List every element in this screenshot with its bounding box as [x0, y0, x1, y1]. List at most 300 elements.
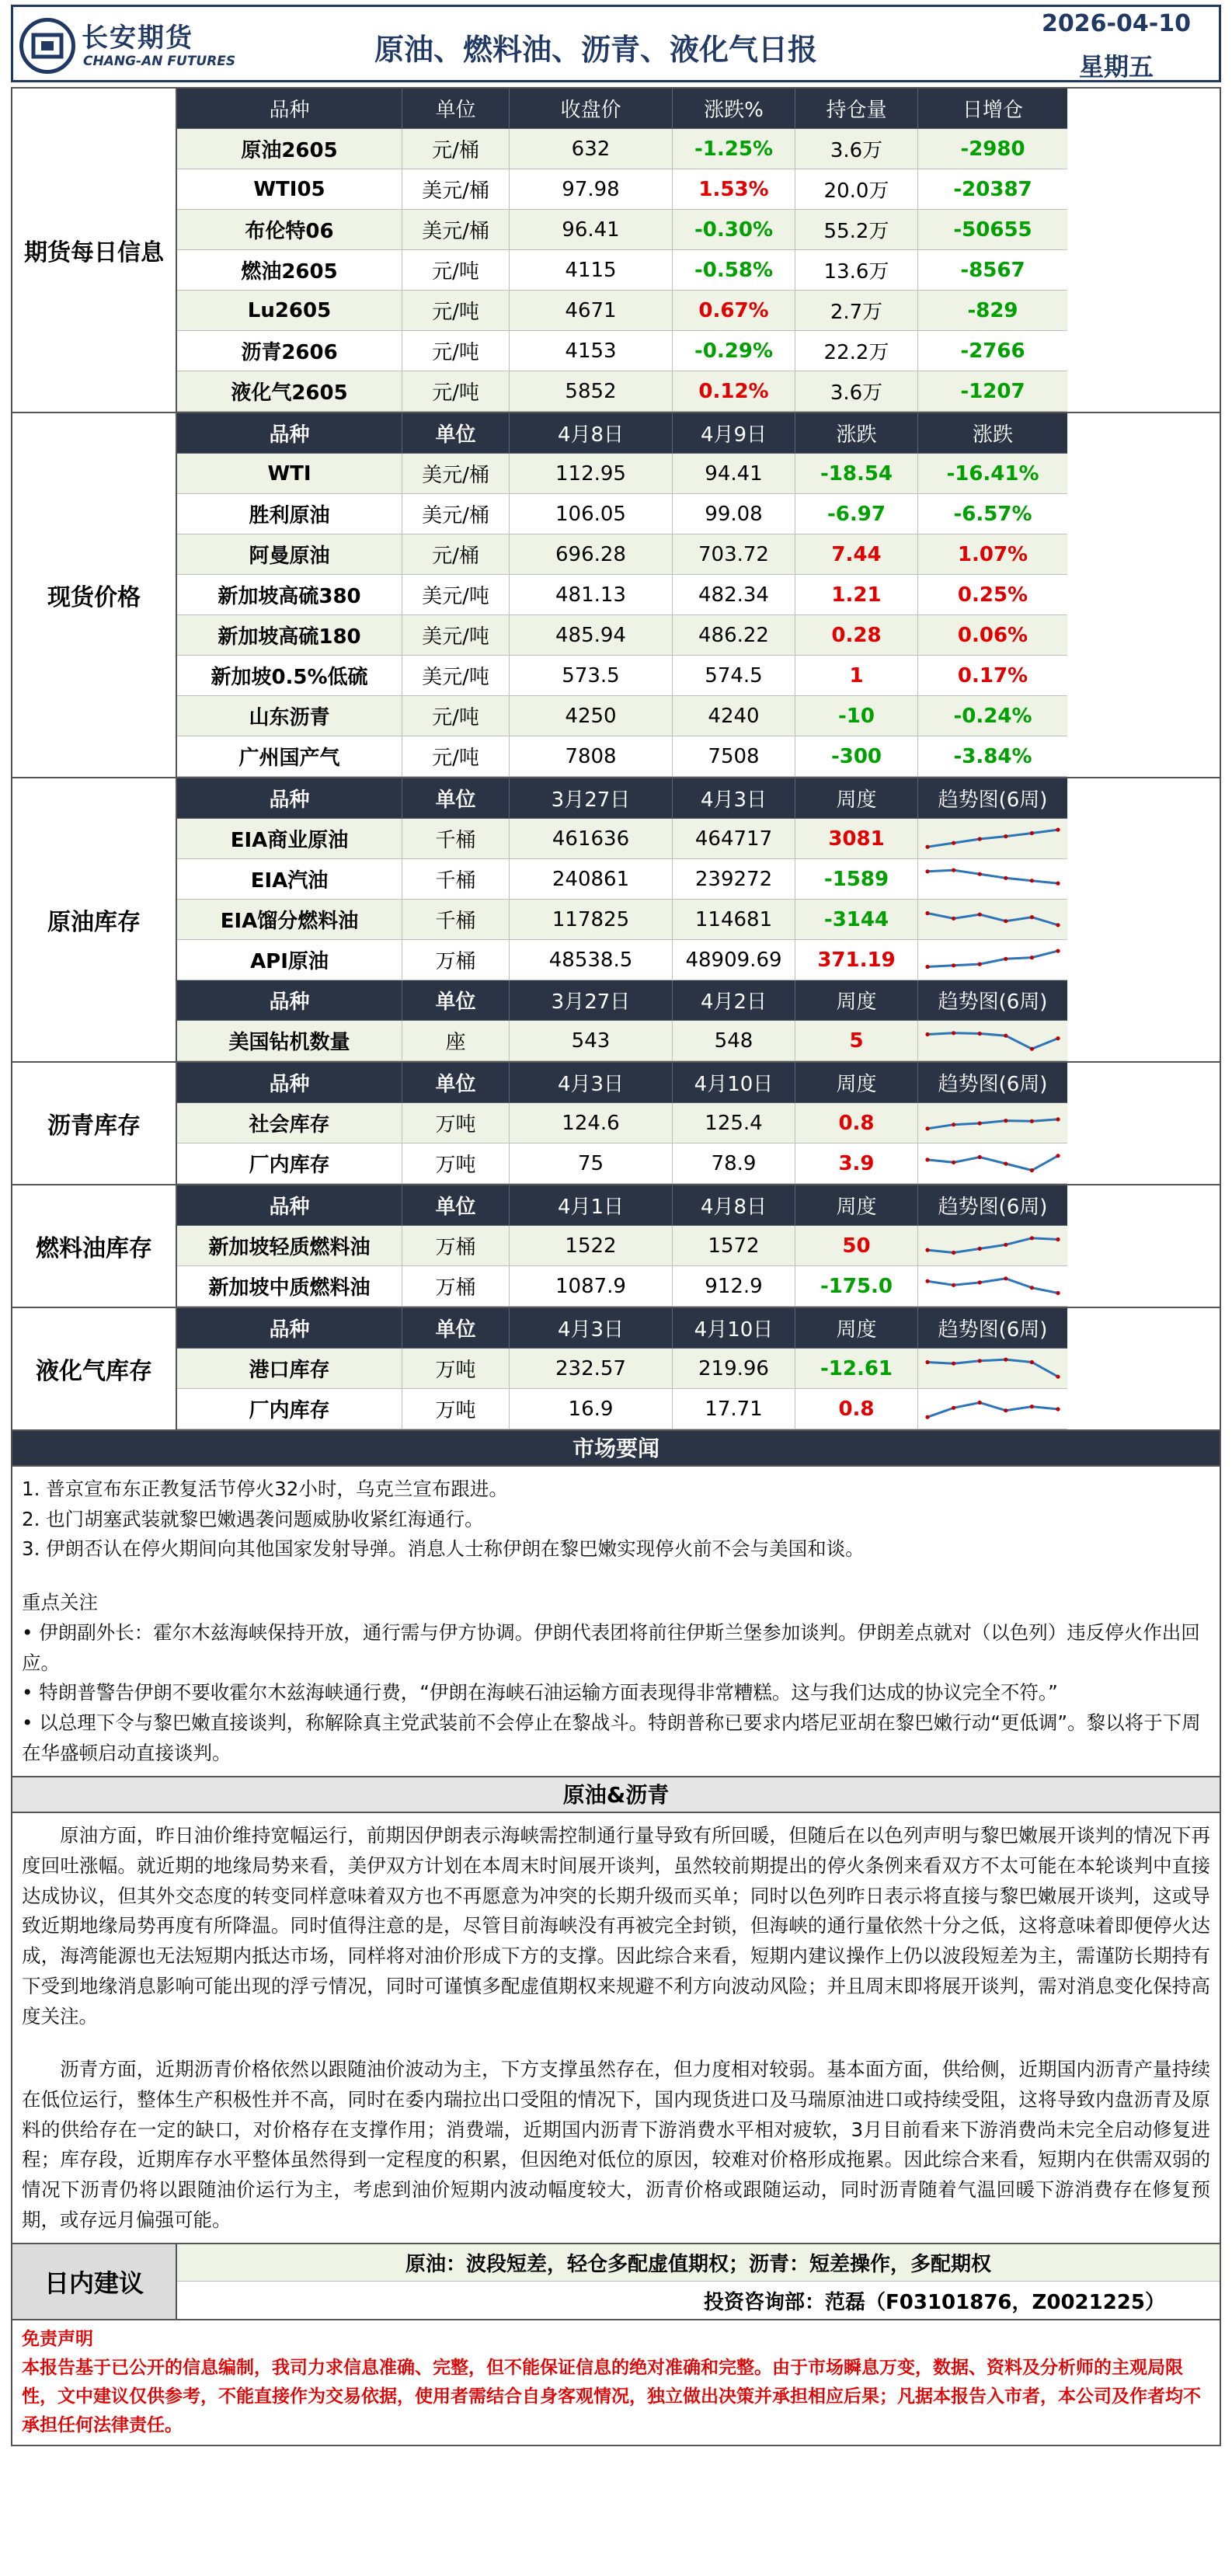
focus-item: • 以总理下令与黎巴嫩直接谈判，称解除真主党武装前不会停止在黎战斗。特朗普称已要求内塔尼亚胡在黎巴嫩行动“更低调”。黎以将于下周在华盛顿启动直接谈判。 [22, 1711, 1201, 1764]
trend-point [1030, 956, 1034, 959]
col-header: 趋势图(6周) [918, 1063, 1067, 1103]
logo-chinese-text: 长安期货 [82, 23, 193, 54]
trend-point [978, 1121, 982, 1125]
trend-chart [918, 1266, 1067, 1307]
report-title: 原油、燃料油、沥青、液化气日报 [374, 33, 817, 67]
price-curr: 574.5 [673, 656, 795, 696]
trend-point [952, 1160, 955, 1164]
table-row [177, 210, 1220, 250]
price-curr: 486.22 [673, 615, 795, 656]
change: -6.97 [795, 494, 918, 534]
advisor-info: 投资咨询部：范磊（F03101876，Z0021225） [704, 2290, 1165, 2314]
trend-point [925, 869, 929, 873]
trend-line [927, 1238, 1058, 1252]
col-header: 单位 [402, 1063, 510, 1103]
trend-sparkline [923, 942, 1063, 978]
unit: 元/吨 [402, 250, 510, 291]
table-row [177, 1103, 1220, 1144]
trend-point [925, 1415, 929, 1419]
change-percent: 0.25% [918, 575, 1067, 615]
close-price: 632 [510, 129, 673, 169]
news-item: 2. 也门胡塞武装就黎巴嫩遇袭问题威胁收紧红海通行。 [22, 1507, 484, 1530]
trend-point [1030, 1359, 1034, 1363]
unit: 万桶 [402, 1226, 510, 1266]
trend-sparkline [923, 821, 1063, 857]
unit: 万吨 [402, 1349, 510, 1389]
value-prev: 232.57 [510, 1349, 673, 1389]
weekly-change: 0.8 [795, 1389, 918, 1429]
col-header: 趋势图(6周) [918, 1185, 1067, 1226]
value-curr: 219.96 [673, 1349, 795, 1389]
crude-inventory-label: 原油库存 [12, 778, 177, 1061]
col-header: 趋势图(6周) [918, 980, 1067, 1021]
advice-label: 日内建议 [12, 2244, 177, 2319]
trend-chart [918, 1349, 1067, 1389]
table-row [177, 575, 1220, 615]
trend-point [952, 1361, 955, 1365]
spot-name: 阿曼原油 [177, 534, 402, 575]
change-percent: 1.53% [673, 169, 795, 210]
trend-line [927, 1155, 1058, 1170]
change-percent: -0.24% [918, 696, 1067, 736]
value-curr: 114681 [673, 900, 795, 940]
trend-point [925, 1032, 929, 1036]
table-row [177, 736, 1220, 777]
weekly-change: -175.0 [795, 1266, 918, 1307]
news-item: 3. 伊朗否认在停火期间向其他国家发射导弹。消息人士称伊朗在黎巴嫩实现停火前不会与美国和谈。 [22, 1537, 865, 1561]
crude-inventory-section [11, 778, 1221, 1063]
trend-point [952, 1250, 955, 1254]
trend-point [952, 916, 955, 920]
unit: 万吨 [402, 1144, 510, 1184]
trend-sparkline [923, 1228, 1063, 1264]
inventory-name: 新加坡中质燃料油 [177, 1266, 402, 1307]
trend-point [952, 1283, 955, 1286]
col-header: 单位 [402, 89, 510, 129]
trend-chart [918, 1389, 1067, 1429]
col-header: 品种 [177, 980, 402, 1021]
fuel-inventory-table [177, 1185, 1220, 1307]
trend-line [927, 951, 1058, 966]
unit: 元/桶 [402, 534, 510, 575]
price-prev: 485.94 [510, 615, 673, 656]
unit: 千桶 [402, 859, 510, 900]
col-header: 品种 [177, 413, 402, 454]
col-header: 3月27日 [510, 980, 673, 1021]
table-row [177, 656, 1220, 696]
inventory-name: 社会库存 [177, 1103, 402, 1144]
trend-sparkline [923, 1269, 1063, 1304]
table-row [177, 819, 1220, 859]
spot-name: WTI [177, 454, 402, 494]
col-header: 周度 [795, 980, 918, 1021]
table-row [177, 371, 1220, 412]
value-prev: 1522 [510, 1226, 673, 1266]
close-price: 4671 [510, 291, 673, 331]
trend-point [1056, 1407, 1060, 1411]
daily-oi-change: -50655 [918, 210, 1067, 250]
price-prev: 7808 [510, 736, 673, 777]
col-header: 收盘价 [510, 89, 673, 129]
inventory-name: EIA商业原油 [177, 819, 402, 859]
col-header: 3月27日 [510, 778, 673, 819]
open-interest: 55.2万 [795, 210, 918, 250]
change-percent: 0.67% [673, 291, 795, 331]
fuel-header-row [177, 1185, 1220, 1226]
analysis-box [11, 1813, 1221, 2244]
news-item: 1. 普京宣布东正教复活节停火32小时，乌克兰宣布跟进。 [22, 1478, 508, 1500]
trend-point [952, 963, 955, 967]
col-header: 4月10日 [673, 1063, 795, 1103]
trend-point [1004, 875, 1008, 879]
trend-line [927, 1278, 1058, 1293]
trend-line [927, 1119, 1058, 1128]
focus-title: 重点关注 [22, 1591, 98, 1614]
lpg-header-row [177, 1308, 1220, 1349]
col-header: 4月1日 [510, 1185, 673, 1226]
trend-chart [918, 1103, 1067, 1144]
price-curr: 482.34 [673, 575, 795, 615]
open-interest: 20.0万 [795, 169, 918, 210]
open-interest: 22.2万 [795, 331, 918, 371]
price-curr: 703.72 [673, 534, 795, 575]
weekly-change: 50 [795, 1226, 918, 1266]
trend-point [925, 1157, 929, 1161]
logo-english-text: CHANG-AN FUTURES [83, 54, 236, 69]
col-header: 涨跌% [673, 89, 795, 129]
lpg-inventory-table [177, 1308, 1220, 1429]
analysis-title-bar: 原油&沥青 [11, 1777, 1221, 1813]
unit: 座 [402, 1021, 510, 1061]
col-header: 单位 [402, 413, 510, 454]
change-percent: -0.29% [673, 331, 795, 371]
trend-line [927, 913, 1058, 924]
trend-point [925, 844, 929, 848]
col-header: 4月3日 [673, 778, 795, 819]
inventory-name: 厂内库存 [177, 1389, 402, 1429]
col-header: 4月8日 [510, 413, 673, 454]
trend-point [1030, 915, 1034, 919]
trend-point [1056, 827, 1060, 831]
table-row [177, 169, 1220, 210]
table-row [177, 454, 1220, 494]
disclaimer-title: 免责声明 [22, 2329, 93, 2350]
lpg-inventory-section [11, 1308, 1221, 1431]
weekly-change: 5 [795, 1021, 918, 1061]
crude-analysis-paragraph: 原油方面，昨日油价维持宽幅运行，前期因伊朗表示海峡需控制通行量导致有所回暖，但随后在以色列声明与黎巴嫩展开谈判的情况下再度回吐涨幅。就近期的地缘局势来看，美伊双方计划在本周末时间展开谈判，虽然较前期提出的停火条例来看双方不太可能在本轮谈判中直接达成协议，但其外交态度的转变同样意味着双方也不再愿意为冲突的长期升级而买单；同时以色列昨日表示将直接与黎巴嫩展开谈判，这或导致近期地缘局势再度有所降温。同时值得注意的是，尽管目前海峡没有再被完全封锁，但海峡的通行量依然十分之低，这将意味着即便停火达成，海湾能源也无法短期内抵达市场，同样将对油价形成下方的支撑。因此综合来看，短期内建议操作上仍以波段短差为主，需谨防长期持有下受到地缘消息影响可能出现的浮亏情况，同时可谨慎多配虚值期权来规避不利方向波动风险；并且周末即将展开谈判，需对消息变化保持高度关注。 [22, 1824, 1210, 2028]
trend-chart [918, 940, 1067, 980]
col-header: 品种 [177, 778, 402, 819]
change-percent: -6.57% [918, 494, 1067, 534]
trend-point [978, 1031, 982, 1035]
inventory-name: 港口库存 [177, 1349, 402, 1389]
value-curr: 78.9 [673, 1144, 795, 1184]
trend-sparkline [923, 902, 1063, 938]
trend-point [1004, 1161, 1008, 1165]
col-header: 品种 [177, 1185, 402, 1226]
trend-chart [918, 859, 1067, 900]
price-prev: 4250 [510, 696, 673, 736]
trend-point [1030, 1119, 1034, 1123]
trend-point [1056, 1290, 1060, 1294]
change-percent: 0.17% [918, 656, 1067, 696]
price-prev: 106.05 [510, 494, 673, 534]
col-header: 单位 [402, 778, 510, 819]
table-row [177, 129, 1220, 169]
trend-point [1056, 1154, 1060, 1157]
change-percent: 0.06% [918, 615, 1067, 656]
change: -300 [795, 736, 918, 777]
value-curr: 48909.69 [673, 940, 795, 980]
trend-point [1004, 919, 1008, 923]
futures-section [11, 87, 1221, 413]
daily-oi-change: -1207 [918, 371, 1067, 412]
trend-point [1030, 830, 1034, 834]
col-header: 涨跌 [918, 413, 1067, 454]
col-header: 4月2日 [673, 980, 795, 1021]
unit: 美元/桶 [402, 169, 510, 210]
close-price: 4115 [510, 250, 673, 291]
col-header: 单位 [402, 980, 510, 1021]
disclaimer [11, 2320, 1221, 2445]
change: 0.28 [795, 615, 918, 656]
trend-point [1004, 1242, 1008, 1246]
unit: 美元/桶 [402, 494, 510, 534]
value-prev: 240861 [510, 859, 673, 900]
trend-point [925, 964, 929, 968]
open-interest: 3.6万 [795, 371, 918, 412]
table-row [177, 1266, 1220, 1307]
change: 1 [795, 656, 918, 696]
unit: 元/桶 [402, 129, 510, 169]
crude-header-row [177, 778, 1220, 819]
change-percent: 1.07% [918, 534, 1067, 575]
trend-point [1056, 881, 1060, 885]
price-prev: 696.28 [510, 534, 673, 575]
table-row [177, 534, 1220, 575]
col-header: 单位 [402, 1308, 510, 1349]
value-curr: 548 [673, 1021, 795, 1061]
price-curr: 94.41 [673, 454, 795, 494]
trend-point [1004, 834, 1008, 838]
crude-inventory-table [177, 778, 1220, 1061]
spot-name: 新加坡0.5%低硫 [177, 656, 402, 696]
col-header: 4月10日 [673, 1308, 795, 1349]
unit: 元/吨 [402, 371, 510, 412]
unit: 元/吨 [402, 331, 510, 371]
intraday-advice [11, 2244, 1221, 2320]
trend-point [925, 1359, 929, 1363]
trend-point [978, 962, 982, 966]
unit: 元/吨 [402, 696, 510, 736]
news-title-bar: 市场要闻 [11, 1431, 1221, 1467]
trend-point [1004, 1408, 1008, 1412]
trend-point [1030, 1168, 1034, 1171]
spot-name: 山东沥青 [177, 696, 402, 736]
contract-name: 液化气2605 [177, 371, 402, 412]
change: -18.54 [795, 454, 918, 494]
col-header: 日增仓 [918, 89, 1067, 129]
trend-point [1030, 1046, 1034, 1050]
spot-name: 新加坡高硫380 [177, 575, 402, 615]
inventory-name: 新加坡轻质燃料油 [177, 1226, 402, 1266]
contract-name: 沥青2606 [177, 331, 402, 371]
futures-header-row [177, 89, 1220, 129]
spot-header-row [177, 413, 1220, 454]
change-percent: -16.41% [918, 454, 1067, 494]
trend-sparkline [923, 1391, 1063, 1427]
unit: 美元/吨 [402, 615, 510, 656]
close-price: 96.41 [510, 210, 673, 250]
inventory-name: EIA汽油 [177, 859, 402, 900]
weekly-change: 3.9 [795, 1144, 918, 1184]
close-price: 4153 [510, 331, 673, 371]
trend-point [925, 910, 929, 914]
contract-name: 布伦特06 [177, 210, 402, 250]
value-curr: 464717 [673, 819, 795, 859]
trend-point [952, 1031, 955, 1035]
weekly-change: 3081 [795, 819, 918, 859]
value-prev: 1087.9 [510, 1266, 673, 1307]
trend-sparkline [923, 862, 1063, 897]
trend-point [978, 837, 982, 841]
col-header: 持仓量 [795, 89, 918, 129]
inventory-name: API原油 [177, 940, 402, 980]
daily-oi-change: -8567 [918, 250, 1067, 291]
report-body [11, 87, 1221, 2446]
trend-point [978, 1400, 982, 1404]
table-row [177, 1349, 1220, 1389]
daily-oi-change: -2980 [918, 129, 1067, 169]
trend-chart [918, 900, 1067, 940]
trend-point [978, 1280, 982, 1284]
unit: 千桶 [402, 819, 510, 859]
trend-point [925, 1248, 929, 1251]
price-curr: 7508 [673, 736, 795, 777]
trend-point [978, 912, 982, 916]
close-price: 97.98 [510, 169, 673, 210]
trend-point [952, 868, 955, 872]
trend-sparkline [923, 1105, 1063, 1141]
unit: 美元/吨 [402, 575, 510, 615]
change-percent: -0.58% [673, 250, 795, 291]
table-row [177, 291, 1220, 331]
unit: 元/吨 [402, 291, 510, 331]
trend-point [925, 1279, 929, 1283]
unit: 万桶 [402, 1266, 510, 1307]
col-header: 周度 [795, 1308, 918, 1349]
price-prev: 481.13 [510, 575, 673, 615]
value-curr: 912.9 [673, 1266, 795, 1307]
trend-chart [918, 1226, 1067, 1266]
report-header [11, 5, 1221, 82]
value-prev: 461636 [510, 819, 673, 859]
change: -10 [795, 696, 918, 736]
trend-sparkline [923, 1351, 1063, 1387]
weekly-change: -3144 [795, 900, 918, 940]
spot-section [11, 413, 1221, 778]
value-prev: 16.9 [510, 1389, 673, 1429]
trend-point [1030, 1405, 1034, 1408]
contract-name: Lu2605 [177, 291, 402, 331]
contract-name: WTI05 [177, 169, 402, 210]
trend-point [978, 1246, 982, 1250]
weekly-change: 371.19 [795, 940, 918, 980]
daily-oi-change: -829 [918, 291, 1067, 331]
value-prev: 543 [510, 1021, 673, 1061]
trend-chart [918, 819, 1067, 859]
col-header: 单位 [402, 1185, 510, 1226]
spot-name: 新加坡高硫180 [177, 615, 402, 656]
spot-name: 广州国产气 [177, 736, 402, 777]
change-percent: 0.12% [673, 371, 795, 412]
unit: 元/吨 [402, 736, 510, 777]
price-curr: 99.08 [673, 494, 795, 534]
open-interest: 2.7万 [795, 291, 918, 331]
value-prev: 117825 [510, 900, 673, 940]
advice-body [177, 2244, 1220, 2319]
trend-line [927, 1402, 1058, 1417]
col-header: 周度 [795, 1185, 918, 1226]
asphalt-inventory-table [177, 1063, 1220, 1184]
logo-emblem-icon [19, 18, 75, 74]
value-curr: 17.71 [673, 1389, 795, 1429]
value-curr: 239272 [673, 859, 795, 900]
asphalt-inventory-section [11, 1063, 1221, 1185]
inventory-name: 厂内库存 [177, 1144, 402, 1184]
report-date: 2026-04-10 [1042, 10, 1191, 37]
trend-point [952, 1405, 955, 1409]
asphalt-analysis-paragraph: 沥青方面，近期沥青价格依然以跟随油价波动为主，下方支撑虽然存在，但力度相对较弱。基本面方面，供给侧，近期国内沥青产量持续在低位运行，整体生产积极性并不高，同时在委内瑞拉出口受阻的情况下，国内现货进口及马瑞原油进口或持续受阻，这将导致内盘沥青及原料的供给存在一定的缺口，对价格存在支撑作用；消费端，近期国内沥青下游消费水平相对疲软，3月目前看来下游消费尚未完全启动修复进程；库存段，近期库存水平整体虽然得到一定程度的积累，但因绝对低位的原因，较难对价格形成拖累。因此综合来看，短期内在供需双弱的情况下沥青仍将以跟随油价运行为主，考虑到油价短期内波动幅度较大，沥青价格或跟随运动，同时沥青随着气温回暖下游消费存在修复预期，或存远月偏强可能。 [22, 2058, 1210, 2231]
col-header: 4月3日 [510, 1063, 673, 1103]
fuel-inventory-section [11, 1185, 1221, 1308]
table-row [177, 940, 1220, 980]
change-percent: -1.25% [673, 129, 795, 169]
inventory-name: 美国钻机数量 [177, 1021, 402, 1061]
col-header: 品种 [177, 89, 402, 129]
unit: 千桶 [402, 900, 510, 940]
spot-section-label: 现货价格 [12, 413, 177, 777]
trend-sparkline [923, 1023, 1063, 1059]
weekly-change: -1589 [795, 859, 918, 900]
table-row [177, 331, 1220, 371]
table-row [177, 1021, 1220, 1061]
col-header: 4月9日 [673, 413, 795, 454]
trend-line [927, 830, 1058, 847]
change: 1.21 [795, 575, 918, 615]
weekly-change: 0.8 [795, 1103, 918, 1144]
close-price: 5852 [510, 371, 673, 412]
change-percent: -0.30% [673, 210, 795, 250]
trend-point [1056, 923, 1060, 927]
price-prev: 573.5 [510, 656, 673, 696]
spot-name: 胜利原油 [177, 494, 402, 534]
unit: 美元/桶 [402, 210, 510, 250]
trend-point [978, 1359, 982, 1363]
trend-point [1004, 1276, 1008, 1280]
value-prev: 75 [510, 1144, 673, 1184]
report-weekday: 星期五 [1078, 52, 1154, 82]
col-header: 趋势图(6周) [918, 778, 1067, 819]
table-row [177, 900, 1220, 940]
trend-point [1004, 1119, 1008, 1123]
trend-point [925, 1126, 929, 1130]
unit: 万吨 [402, 1103, 510, 1144]
inventory-name: EIA馏分燃料油 [177, 900, 402, 940]
price-prev: 112.95 [510, 454, 673, 494]
trend-line [927, 870, 1058, 883]
futures-table [177, 89, 1220, 412]
